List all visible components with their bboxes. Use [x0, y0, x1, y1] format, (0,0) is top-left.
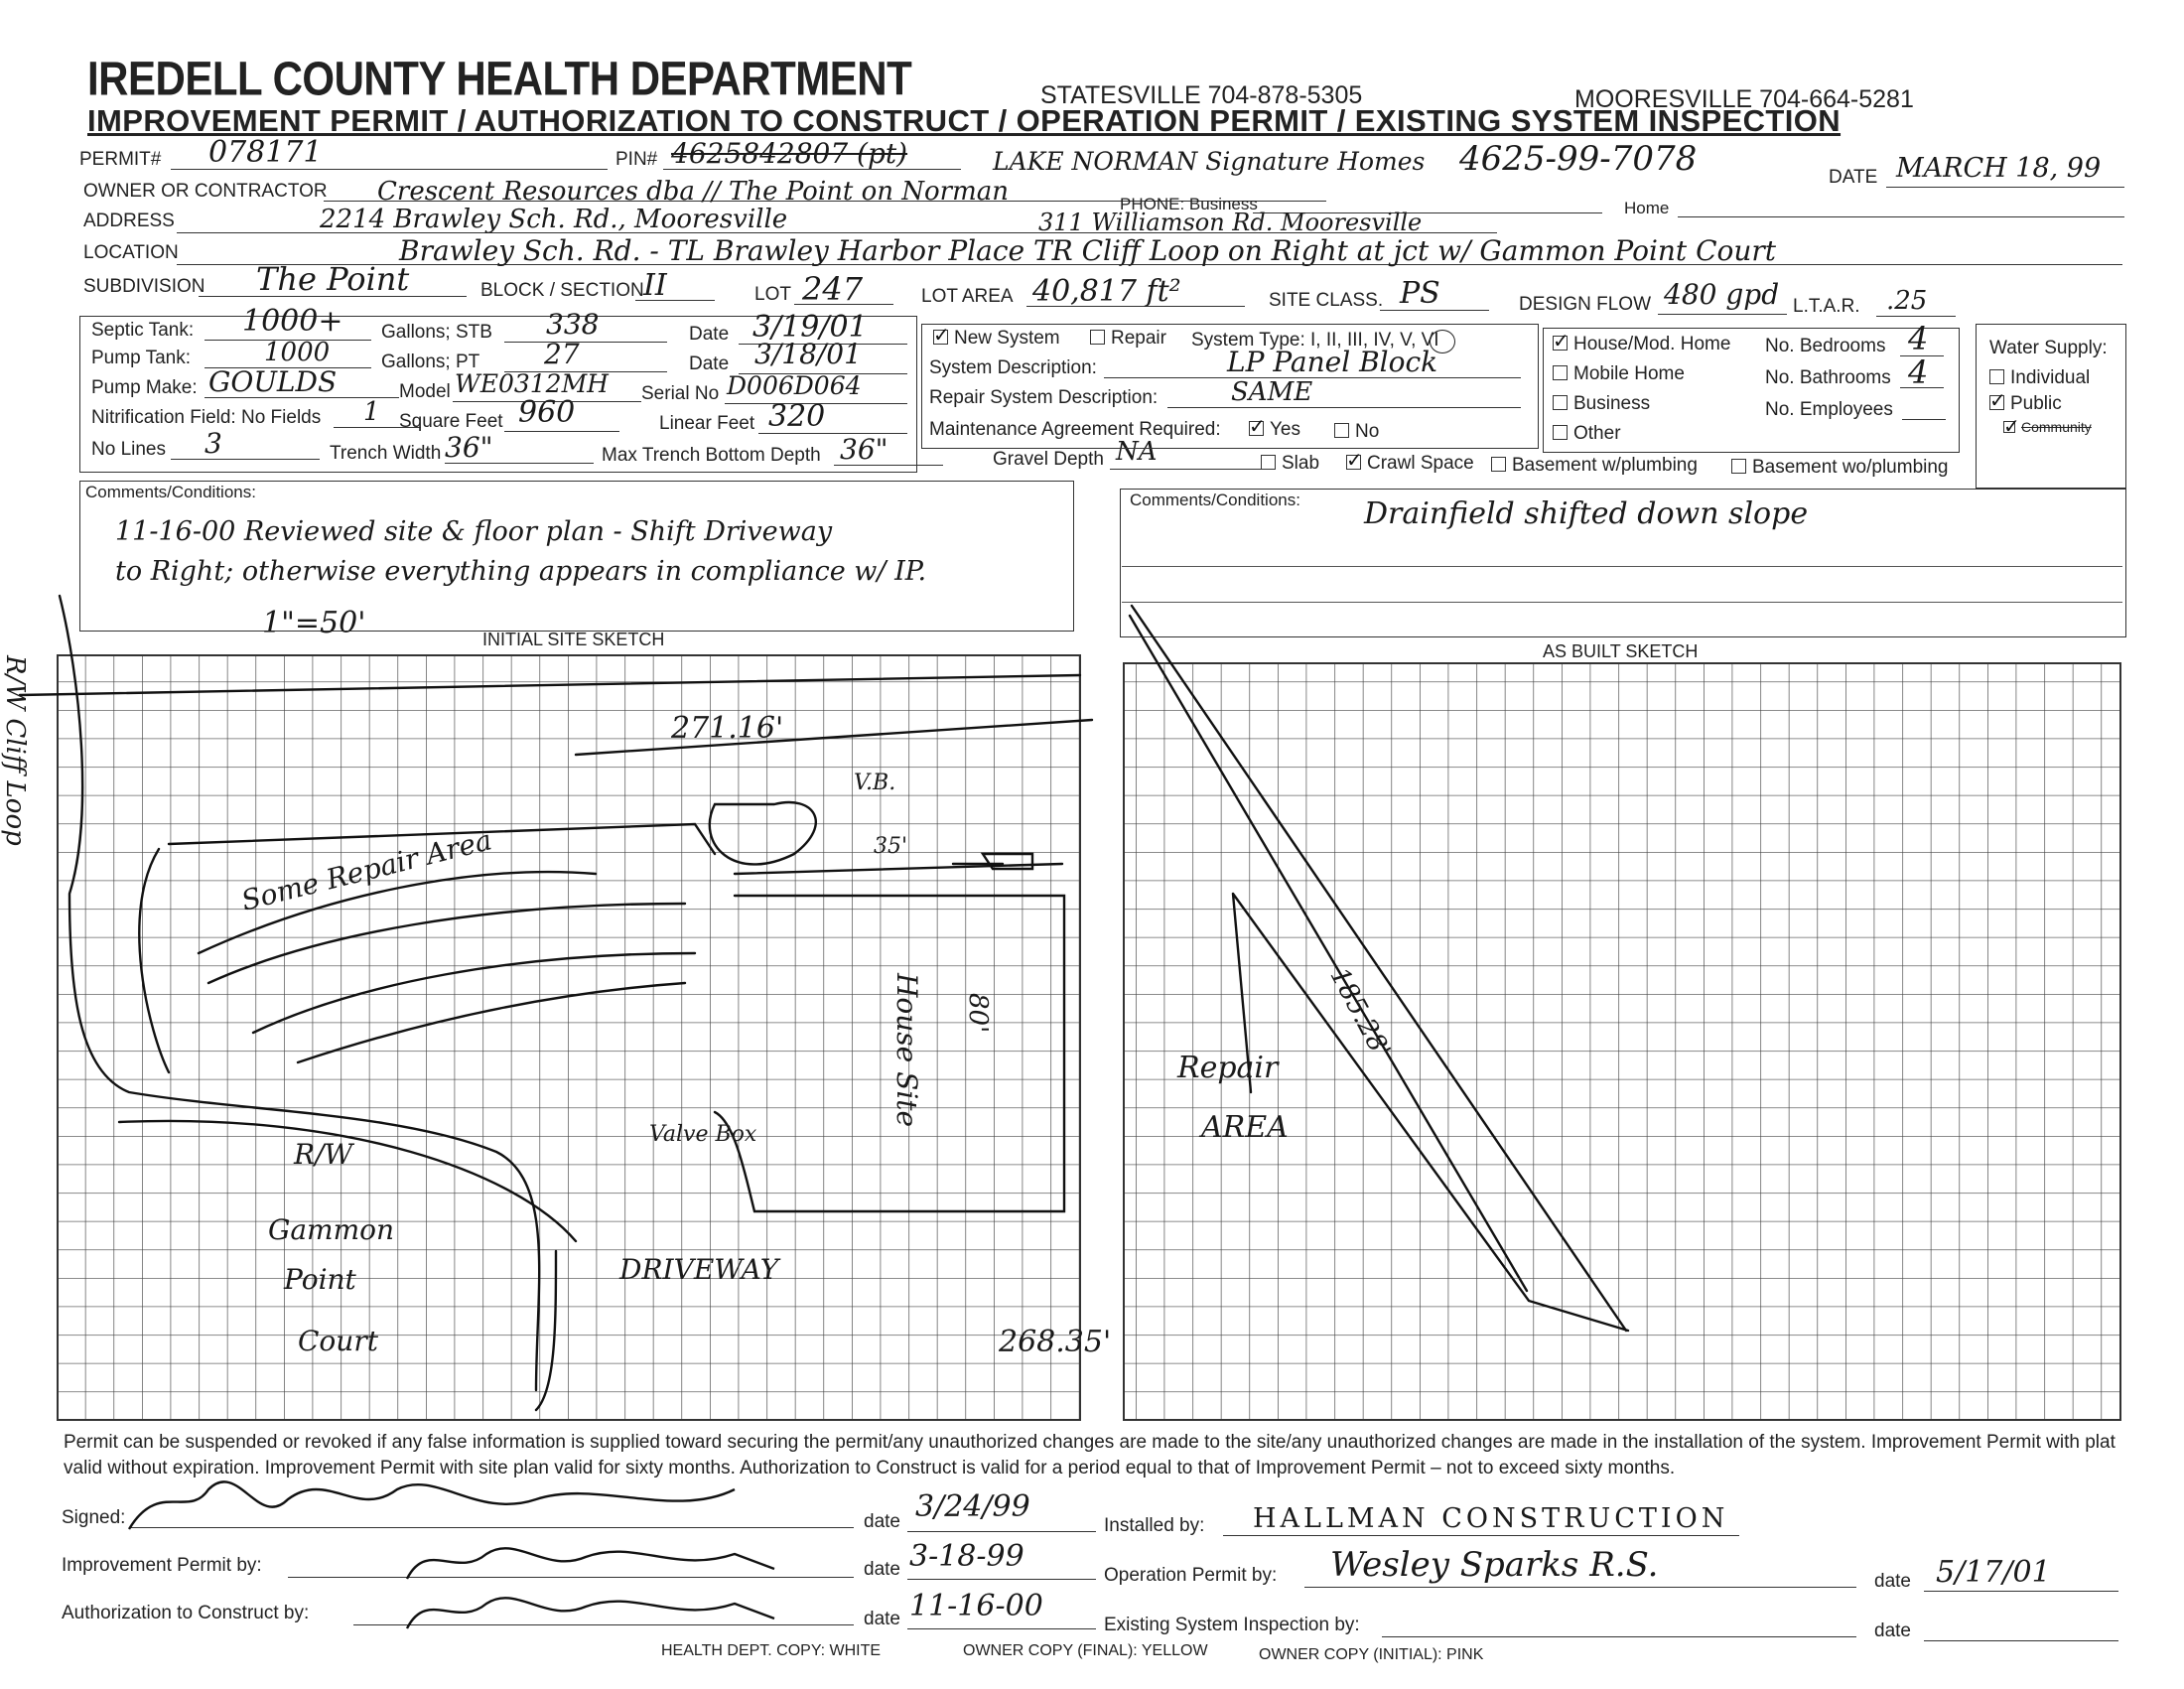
builder-name: LAKE NORMAN Signature Homes	[993, 147, 1426, 176]
mooresville-phone: MOORESVILLE 704-664-5281	[1574, 85, 1914, 113]
serial-value: D006D064	[727, 371, 862, 400]
design-flow-value: 480 gpd	[1664, 278, 1780, 311]
row-gammon-note-2: Gammon	[268, 1213, 395, 1246]
gallons-stb-label: Gallons; STB	[381, 322, 492, 343]
house-option[interactable]: ✓House/Mod. Home	[1553, 334, 1730, 355]
system-description-label: System Description:	[929, 357, 1097, 378]
operation-signature: Wesley Sparks R.S.	[1330, 1545, 1659, 1585]
owner-label: OWNER OR CONTRACTOR	[83, 181, 328, 202]
bedrooms-label: No. Bedrooms	[1765, 336, 1886, 356]
vb-note: V.B.	[854, 771, 896, 795]
pump-make-value: GOULDS	[208, 365, 338, 398]
basement-w-option[interactable]: Basement w/plumbing	[1491, 455, 1698, 477]
serial-label: Serial No	[641, 383, 720, 404]
authorization-date: 11-16-00	[909, 1589, 1043, 1623]
pump-make-label: Pump Make:	[91, 377, 198, 398]
trench-width-label: Trench Width	[330, 443, 442, 464]
subdivision-value: The Point	[256, 260, 410, 298]
site-class-label: SITE CLASS.	[1269, 290, 1384, 311]
site-class-value: PS	[1400, 276, 1440, 311]
department-title: IREDELL COUNTY HEALTH DEPARTMENT	[87, 52, 912, 106]
new-system-option[interactable]: ✓New System	[933, 328, 1060, 350]
other-option[interactable]: Other	[1553, 423, 1621, 445]
as-built-sketch-label: AS BUILT SKETCH	[1543, 641, 1699, 661]
driveway-note: DRIVEWAY	[619, 1253, 779, 1286]
permit-number: 078171	[208, 135, 323, 170]
existing-inspection-label: Existing System Inspection by:	[1104, 1615, 1360, 1635]
bathrooms-value: 4	[1908, 353, 1929, 391]
date-label: DATE	[1829, 167, 1878, 188]
phone-business-label: PHONE: Business	[1120, 195, 1258, 213]
comment-right-value: Drainfield shifted down slope	[1364, 496, 1809, 531]
no-lines-label: No Lines	[91, 439, 166, 460]
installed-by-value: HALLMAN CONSTRUCTION	[1253, 1503, 1729, 1534]
fields-value: 1	[363, 397, 380, 427]
stb-value: 338	[546, 308, 600, 341]
owner-value: Crescent Resources dba // The Point on Norman	[377, 177, 1009, 207]
location-label: LOCATION	[83, 242, 179, 263]
lot-value: 247	[802, 270, 864, 308]
operation-permit-label: Operation Permit by:	[1104, 1565, 1278, 1586]
home-label: Home	[1624, 199, 1670, 217]
comments-right-label: Comments/Conditions:	[1130, 491, 1300, 509]
square-feet-label: Square Feet	[399, 411, 503, 432]
asbuilt-repair-note-1: Repair	[1177, 1051, 1279, 1085]
model-label: Model	[399, 381, 451, 402]
septic-date-label: Date	[689, 324, 730, 345]
signed-date-label: date	[864, 1511, 900, 1532]
authorization-date-label: date	[864, 1609, 900, 1629]
block-label: BLOCK / SECTION	[480, 280, 644, 301]
trench-width-value: 36"	[445, 431, 493, 464]
septic-date: 3/19/01	[752, 310, 868, 345]
authorization-signature	[397, 1579, 794, 1638]
maintenance-yes[interactable]: ✓ Yes	[1249, 419, 1300, 441]
row-gammon-note-3: Point	[284, 1263, 356, 1296]
pin-value: 4625842807 (pt)	[671, 137, 908, 170]
operation-date-label: date	[1874, 1571, 1911, 1592]
signed-label: Signed:	[62, 1507, 126, 1528]
gravel-depth-label: Gravel Depth	[993, 449, 1104, 470]
operation-date: 5/17/01	[1936, 1555, 2051, 1590]
maintenance-label: Maintenance Agreement Required:	[929, 419, 1221, 440]
valve-box-note: Valve Box	[649, 1122, 757, 1147]
ltar-value: .25	[1886, 286, 1928, 316]
dim-35-note: 35'	[874, 834, 908, 859]
improvement-date-label: date	[864, 1559, 900, 1580]
square-feet-value: 960	[518, 395, 576, 430]
address-value: 2214 Brawley Sch. Rd., Mooresville	[320, 205, 788, 234]
lot-label: LOT	[754, 284, 791, 305]
permit-types-title: IMPROVEMENT PERMIT / AUTHORIZATION TO CONSTRUCT / OPERATION PERMIT / EXISTING SYSTEM INSPECTION	[87, 103, 1842, 138]
copy-health: HEALTH DEPT. COPY: WHITE	[661, 1642, 882, 1659]
lot-area-label: LOT AREA	[921, 286, 1014, 307]
as-built-sketch-grid	[1124, 663, 2120, 1420]
repair-description-value: SAME	[1231, 377, 1313, 407]
pin-value-2: 4625-99-7078	[1459, 139, 1698, 179]
pump-date: 3/18/01	[754, 338, 862, 370]
ltar-label: L.T.A.R.	[1793, 296, 1860, 317]
improvement-date: 3-18-99	[909, 1539, 1024, 1574]
initial-sketch-label: INITIAL SITE SKETCH	[482, 630, 665, 649]
model-value: WE0312MH	[455, 369, 609, 398]
permit-date: MARCH 18, 99	[1896, 153, 2102, 184]
linear-feet-label: Linear Feet	[659, 413, 755, 434]
comment-left-line-1: 11-16-00 Reviewed site & floor plan - Shift Driveway	[115, 516, 833, 547]
block-value: II	[643, 268, 667, 303]
system-type-label: System Type: I, II, III, IV, V, VI	[1191, 330, 1439, 351]
house-dim-note: 80'	[963, 993, 993, 1034]
slab-option[interactable]: Slab	[1261, 453, 1319, 475]
repair-option[interactable]: Repair	[1090, 328, 1166, 350]
nitrification-label: Nitrification Field: No Fields	[91, 407, 322, 428]
copy-initial: OWNER COPY (INITIAL): PINK	[1259, 1646, 1484, 1663]
individual-option[interactable]: Individual	[1989, 367, 2090, 389]
maintenance-no[interactable]: No	[1334, 421, 1379, 443]
pt-value: 27	[544, 338, 580, 370]
pump-tank-label: Pump Tank:	[91, 348, 191, 368]
water-supply-label: Water Supply:	[1989, 338, 2108, 358]
row-gammon-note-4: Court	[298, 1325, 378, 1357]
public-option[interactable]: ✓Public	[1989, 393, 2062, 415]
design-flow-label: DESIGN FLOW	[1519, 294, 1652, 315]
asbuilt-repair-note-2: AREA	[1201, 1110, 1289, 1145]
septic-tank-label: Septic Tank:	[91, 320, 195, 341]
bathrooms-label: No. Bathrooms	[1765, 367, 1891, 388]
installed-by-label: Installed by:	[1104, 1515, 1205, 1536]
business-option[interactable]: Business	[1553, 393, 1650, 415]
initial-sketch-grid	[58, 655, 1080, 1420]
address-value-2: 311 Williamson Rd. Mooresville	[1038, 209, 1423, 236]
repair-area-note: Some Repair Area	[237, 823, 495, 917]
septic-gallons: 1000+	[242, 304, 343, 339]
scale-note: 1"=50'	[262, 606, 366, 640]
statesville-phone: STATESVILLE 704-878-5305	[1040, 81, 1363, 109]
max-trench-value: 36"	[840, 433, 888, 466]
authorization-label: Authorization to Construct by:	[62, 1603, 310, 1623]
mobile-home-option[interactable]: Mobile Home	[1553, 363, 1685, 385]
row-cliff-note: R/W Cliff Loop	[0, 655, 30, 846]
crawl-space-option[interactable]: ✓ Crawl Space	[1346, 453, 1474, 475]
comment-left-line-2: to Right; otherwise everything appears in compliance w/ IP.	[115, 556, 927, 587]
improvement-permit-label: Improvement Permit by:	[62, 1555, 262, 1576]
basement-wo-option[interactable]: Basement wo/plumbing	[1731, 457, 1949, 479]
gravel-depth-value: NA	[1116, 437, 1158, 467]
repair-description-label: Repair System Description:	[929, 387, 1159, 408]
max-trench-label: Max Trench Bottom Depth	[602, 445, 821, 466]
community-option[interactable]: ✓Community	[2003, 419, 2092, 435]
location-value: Brawley Sch. Rd. - TL Brawley Harbor Place TR Cliff Loop on Right at jct w/ Gammon Point Court	[399, 234, 1777, 267]
pump-date-label: Date	[689, 353, 730, 374]
lot-area-value: 40,817 ft²	[1032, 274, 1181, 309]
bedrooms-value: 4	[1908, 320, 1929, 357]
no-lines-value: 3	[205, 427, 222, 460]
subdivision-label: SUBDIVISION	[83, 276, 205, 297]
pump-gallons: 1000	[264, 338, 331, 367]
signed-date: 3/24/99	[915, 1489, 1030, 1524]
dim-bottom: 268.35'	[999, 1325, 1112, 1359]
system-description-value: LP Panel Block	[1227, 346, 1438, 378]
comments-left-label: Comments/Conditions:	[85, 483, 256, 501]
gallons-pt-label: Gallons; PT	[381, 352, 480, 372]
signed-signature	[119, 1460, 754, 1539]
address-label: ADDRESS	[83, 211, 175, 231]
linear-feet-value: 320	[768, 399, 826, 434]
permit-disclaimer: Permit can be suspended or revoked if any false information is supplied toward securing the permit/any unauthorized changes are made to the site/any unauthorized changes are made in the installation of the system. Improvement Permit with plat valid without expiration. Improvement Permit with site plan valid for sixty months. Authorization to Construct is valid for a period equal to that of Improvement Permit – not to exceed sixty months.	[64, 1432, 2116, 1478]
row-gammon-note-1: R/W	[294, 1138, 353, 1171]
copy-final: OWNER COPY (FINAL): YELLOW	[963, 1642, 1208, 1659]
dim-side: 185.28'	[1323, 963, 1397, 1063]
existing-date-label: date	[1874, 1620, 1911, 1641]
house-site-note: House Site	[890, 973, 923, 1128]
pin-label: PIN#	[615, 149, 658, 170]
permit-label: PERMIT#	[79, 149, 162, 170]
dim-top: 271.16'	[671, 711, 784, 746]
employees-label: No. Employees	[1765, 399, 1893, 420]
